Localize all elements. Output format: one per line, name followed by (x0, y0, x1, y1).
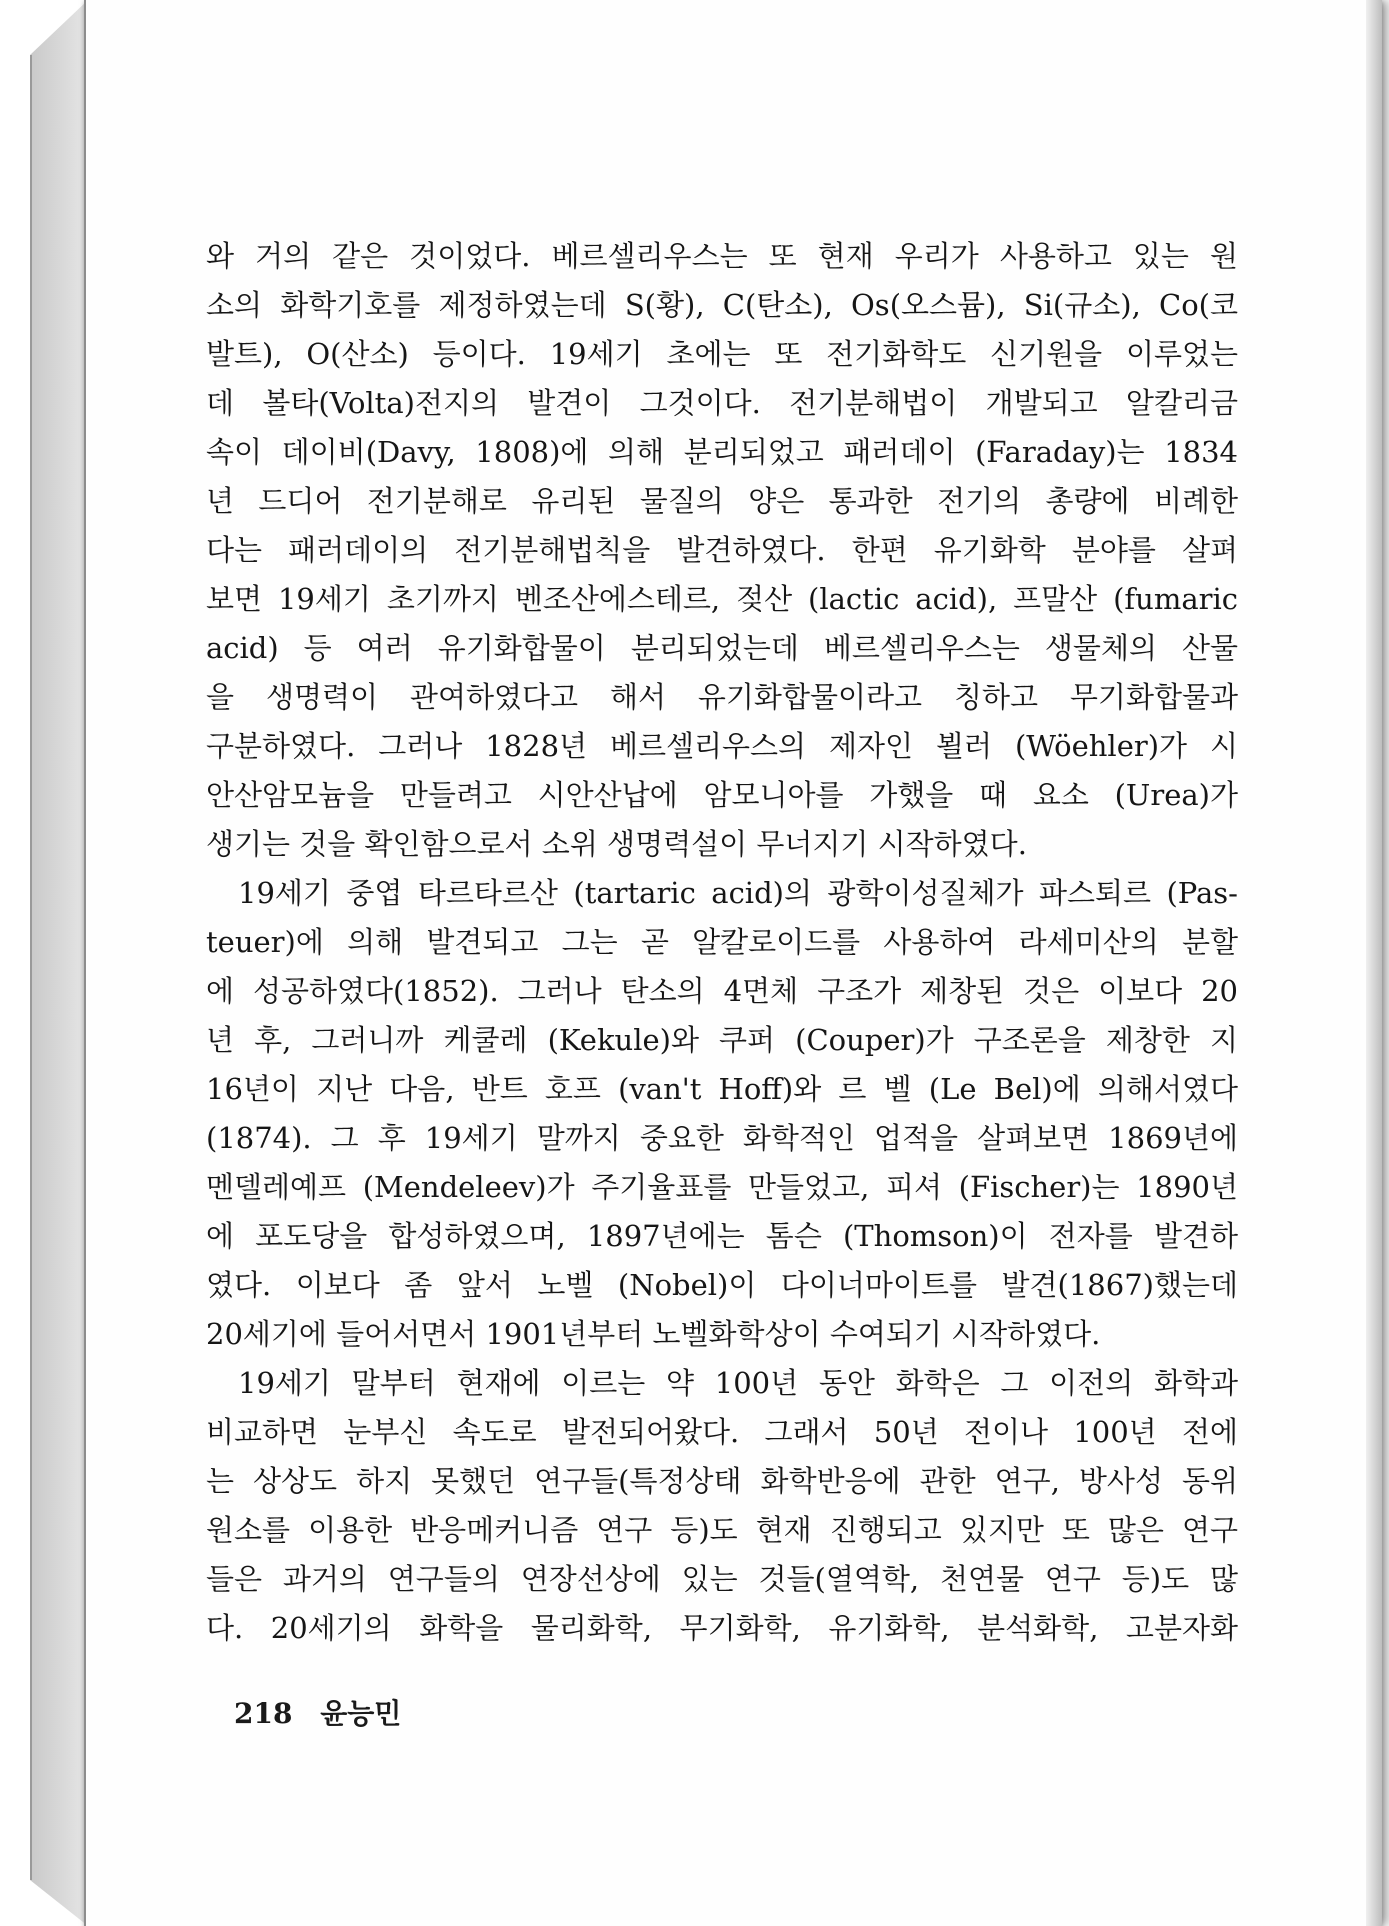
text-line: teuer)에 의해 발견되고 그는 곧 알칼로이드를 사용하여 라세미산의 분할 (206, 925, 1238, 959)
text-line: 20세기에 들어서면서 1901년부터 노벨화학상이 수여되기 시작하였다. (206, 1317, 1101, 1351)
text-line: 다는 패러데이의 전기분해법칙을 발견하였다. 한편 유기화학 분야를 살펴 (206, 533, 1238, 567)
paragraph (206, 232, 1238, 869)
text-line: 19세기 중엽 타르타르산 (tartaric acid)의 광학이성질체가 파스퇴르 (Pas- (238, 876, 1238, 910)
text-line: 다. 20세기의 화학을 물리화학, 무기화학, 유기화학, 분석화학, 고분자화 (206, 1611, 1238, 1645)
text-line: 속이 데이비(Davy, 1808)에 의해 분리되었고 패러데이 (Faraday)는 1834 (206, 435, 1238, 469)
text-line: 보면 19세기 초기까지 벤조산에스테르, 젖산 (lactic acid), 프말산 (fumaric (206, 582, 1238, 616)
text-line: 년 후, 그러니까 케쿨레 (Kekule)와 쿠퍼 (Couper)가 구조론을 제창한 지 (206, 1023, 1238, 1057)
text-line: 19세기 말부터 현재에 이르는 약 100년 동안 화학은 그 이전의 화학과 (238, 1366, 1238, 1400)
text-line: 안산암모늄을 만들려고 시안산납에 암모니아를 가했을 때 요소 (Urea)가 (206, 778, 1238, 812)
text-line: 데 볼타(Volta)전지의 발견이 그것이다. 전기분해법이 개발되고 알칼리금 (206, 386, 1238, 420)
text-line: 였다. 이보다 좀 앞서 노벨 (Nobel)이 다이너마이트를 발견(1867)했는데 (206, 1268, 1238, 1302)
text-line: 들은 과거의 연구들의 연장선상에 있는 것들(열역학, 천연물 연구 등)도 많 (206, 1562, 1238, 1596)
text-line: 에 성공하였다(1852). 그러나 탄소의 4면체 구조가 제창된 것은 이보다 20 (206, 974, 1238, 1008)
text-line: (1874). 그 후 19세기 말까지 중요한 화학적인 업적을 살펴보면 1869년에 (206, 1121, 1238, 1155)
text-line: 구분하였다. 그러나 1828년 베르셀리우스의 제자인 뵐러 (Wöehler)가 시 (206, 729, 1238, 763)
body-text (206, 232, 1238, 1653)
text-line: acid) 등 여러 유기화합물이 분리되었는데 베르셀리우스는 생물체의 산물 (206, 631, 1238, 665)
text-line: 년 드디어 전기분해로 유리된 물질의 양은 통과한 전기의 총량에 비례한 (206, 484, 1238, 518)
page-number: 218 (234, 1697, 293, 1730)
text-line: 는 상상도 하지 못했던 연구들(특정상태 화학반응에 관한 연구, 방사성 동위 (206, 1464, 1238, 1498)
text-line: 와 거의 같은 것이었다. 베르셀리우스는 또 현재 우리가 사용하고 있는 원 (206, 239, 1238, 273)
author-name: 윤능민 (320, 1697, 402, 1730)
spine-edge-line (30, 55, 32, 1880)
text-line: 소의 화학기호를 제정하였는데 S(황), C(탄소), Os(오스뮴), Si(규소), Co(코 (206, 288, 1238, 322)
text-line: 비교하면 눈부신 속도로 발전되어왔다. 그래서 50년 전이나 100년 전에 (206, 1415, 1238, 1449)
text-line: 에 포도당을 합성하였으며, 1897년에는 톰슨 (Thomson)이 전자를 발견하 (206, 1219, 1238, 1253)
page-footer (234, 1692, 401, 1732)
text-line: 16년이 지난 다음, 반트 호프 (van't Hoff)와 르 벨 (Le Bel)에 의해서였다 (206, 1072, 1238, 1106)
paragraph (206, 869, 1238, 1359)
text-line: 멘델레예프 (Mendeleev)가 주기율표를 만들었고, 피셔 (Fischer)는 1890년 (206, 1170, 1238, 1204)
text-line: 발트), O(산소) 등이다. 19세기 초에는 또 전기화학도 신기원을 이루었는 (206, 337, 1238, 371)
paragraph (206, 1359, 1238, 1653)
page-edge-shadow (1366, 0, 1382, 1926)
text-line: 원소를 이용한 반응메커니즘 연구 등)도 현재 진행되고 있지만 또 많은 연구 (206, 1513, 1238, 1547)
text-line: 을 생명력이 관여하였다고 해서 유기화합물이라고 칭하고 무기화합물과 (206, 680, 1238, 714)
book-spine (30, 0, 88, 1926)
text-line: 생기는 것을 확인함으로서 소위 생명력설이 무너지기 시작하였다. (206, 827, 1027, 861)
